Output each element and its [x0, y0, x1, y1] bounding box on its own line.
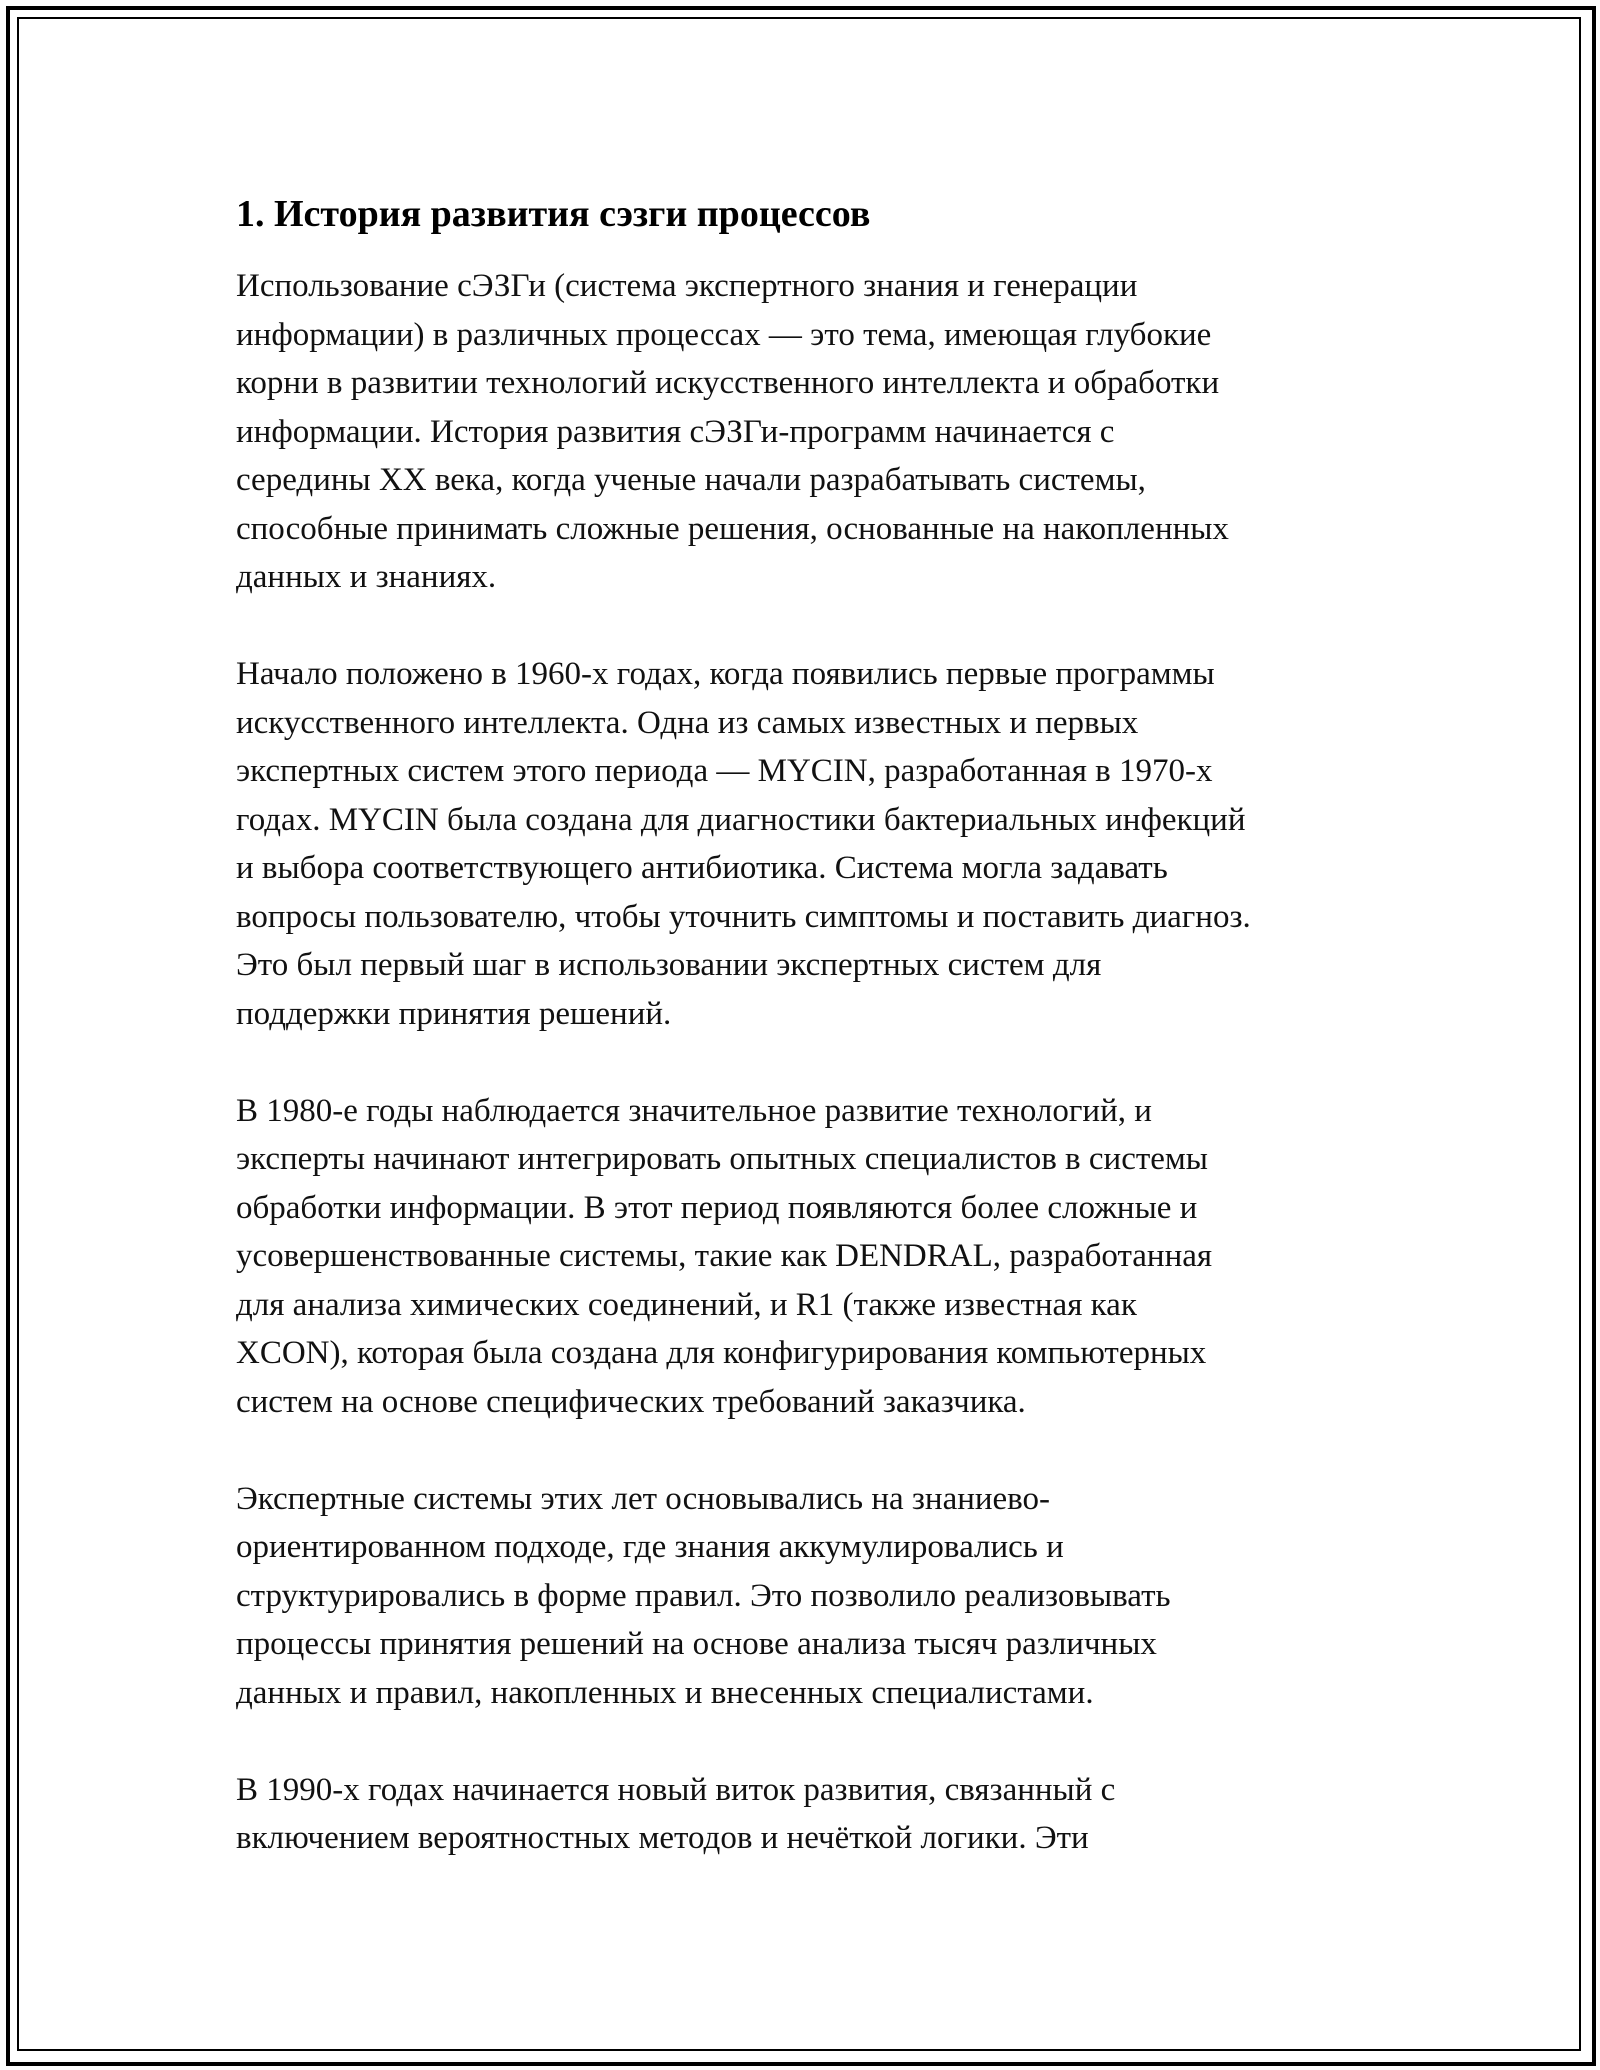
section-heading: 1. История развития сэзги процессов: [236, 193, 871, 235]
text-line: годах. MYCIN была создана для диагностики бактериальных инфекций: [236, 801, 1246, 838]
text-line: искусственного интеллекта. Одна из самых известных и первых: [236, 704, 1139, 741]
text-line: систем на основе специфических требований заказчика.: [236, 1383, 1026, 1420]
document-body: [236, 186, 1386, 1863]
text-line: усовершенствованные системы, такие как DENDRAL, разработанная: [236, 1238, 1213, 1274]
text-line: процессы принятия решений на основе анализа тысяч различных: [236, 1626, 1157, 1662]
text-line: обработки информации. В этот период появляются более сложные и: [236, 1189, 1198, 1226]
text-line: включением вероятностных методов и нечёткой логики. Эти: [236, 1820, 1089, 1856]
text-line: информации. История развития сЭЗГи-программ начинается с: [236, 413, 1115, 450]
text-line: Начало положено в 1960-х годах, когда появились первые программы: [236, 656, 1215, 692]
paragraph-1: [236, 262, 1386, 602]
text-line: середины XX века, когда ученые начали разрабатывать системы,: [236, 462, 1146, 498]
text-line: В 1980-е годы наблюдается значительное развитие технологий, и: [236, 1092, 1152, 1129]
text-line: В 1990-х годах начинается новый виток развития, связанный с: [236, 1771, 1116, 1808]
paragraph-4: [236, 1475, 1386, 1718]
text-line: Это был первый шаг в использовании экспертных систем для: [236, 947, 1102, 983]
text-line: способные принимать сложные решения, основанные на накопленных: [236, 510, 1229, 547]
text-line: Экспертные системы этих лет основывались на знаниево-: [236, 1480, 1051, 1517]
paragraph-2: [236, 650, 1386, 1038]
text-line: эксперты начинают интегрировать опытных специалистов в системы: [236, 1141, 1208, 1177]
text-line: поддержки принятия решений.: [236, 995, 672, 1032]
text-line: корни в развитии технологий искусственного интеллекта и обработки: [236, 365, 1220, 401]
text-line: Использование сЭЗГи (система экспертного знания и генерации: [236, 268, 1138, 304]
paragraph-5: [236, 1766, 1386, 1863]
text-line: информации) в различных процессах — это тема, имеющая глубокие: [236, 316, 1212, 353]
text-line: структурировались в форме правил. Это позволило реализовывать: [236, 1577, 1171, 1614]
text-line: экспертных систем этого периода — MYCIN, разработанная в 1970-х: [236, 753, 1213, 789]
body-text: [236, 262, 1386, 1863]
text-line: и выбора соответствующего антибиотика. Система могла задавать: [236, 850, 1168, 886]
text-line: ориентированном подходе, где знания аккумулировались и: [236, 1529, 1064, 1565]
text-line: данных и правил, накопленных и внесенных специалистами.: [236, 1674, 1094, 1711]
text-line: для анализа химических соединений, и R1 (также известная как: [236, 1286, 1137, 1323]
text-line: вопросы пользователю, чтобы уточнить симптомы и поставить диагноз.: [236, 898, 1251, 935]
text-line: данных и знаниях.: [236, 559, 497, 595]
paragraph-3: [236, 1087, 1386, 1427]
text-line: XCON), которая была создана для конфигурирования компьютерных: [236, 1335, 1207, 1371]
